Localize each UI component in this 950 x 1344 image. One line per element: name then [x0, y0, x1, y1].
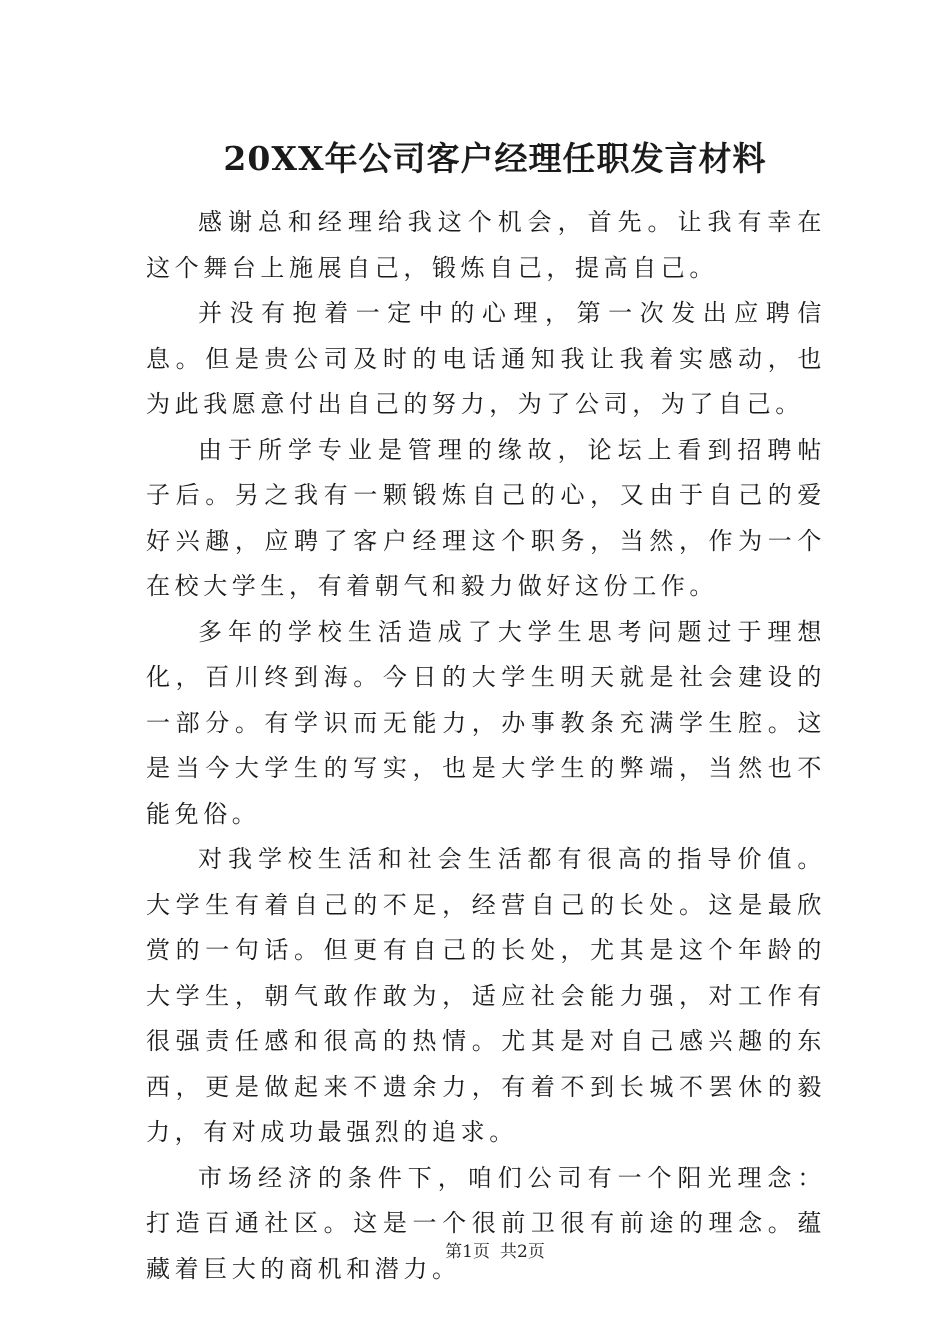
page-footer	[0, 1240, 950, 1264]
body-paragraph: 感谢总和经理给我这个机会，首先。让我有幸在这个舞台上施展自己，锻炼自己，提高自己。	[146, 208, 826, 282]
body-paragraph: 由于所学专业是管理的缘故，论坛上看到招聘帖子后。另之我有一颗锻炼自己的心，又由于自己的爱好兴趣，应聘了客户经理这个职务，当然，作为一个在校大学生，有着朝气和毅力做好这份工作。	[146, 435, 826, 600]
document-title: 20XX年公司客户经理任职发言材料	[223, 139, 767, 178]
body-paragraph: 市场经济的条件下，咱们公司有一个阳光理念：打造百通社区。这是一个很前卫很有前途的理念。蕴藏着巨大的商机和潜力。	[146, 1163, 826, 1283]
page-number: 第1页	[445, 1242, 490, 1262]
page-total: 共2页	[500, 1242, 545, 1262]
body-paragraph: 并没有抱着一定中的心理，第一次发出应聘信息。但是贵公司及时的电话通知我让我着实感动，也为此我愿意付出自己的努力，为了公司，为了自己。	[146, 299, 826, 418]
body-paragraph: 多年的学校生活造成了大学生思考问题过于理想化，百川终到海。今日的大学生明天就是社会建设的一部分。有学识而无能力，办事教条充满学生腔。这是当今大学生的写实，也是大学生的弊端，当然也不能免俗。	[146, 617, 826, 828]
document-body	[146, 200, 826, 1292]
body-paragraph: 对我学校生活和社会生活都有很高的指导价值。大学生有着自己的不足，经营自己的长处。这是最欣赏的一句话。但更有自己的长处，尤其是这个年龄的大学生，朝气敢作敢为，适应社会能力强，对工作有很强责任感和很高的热情。尤其是对自己感兴趣的东西，更是做起来不遗余力，有着不到长城不罢休的毅力，有对成功最强烈的追求。	[146, 845, 826, 1146]
